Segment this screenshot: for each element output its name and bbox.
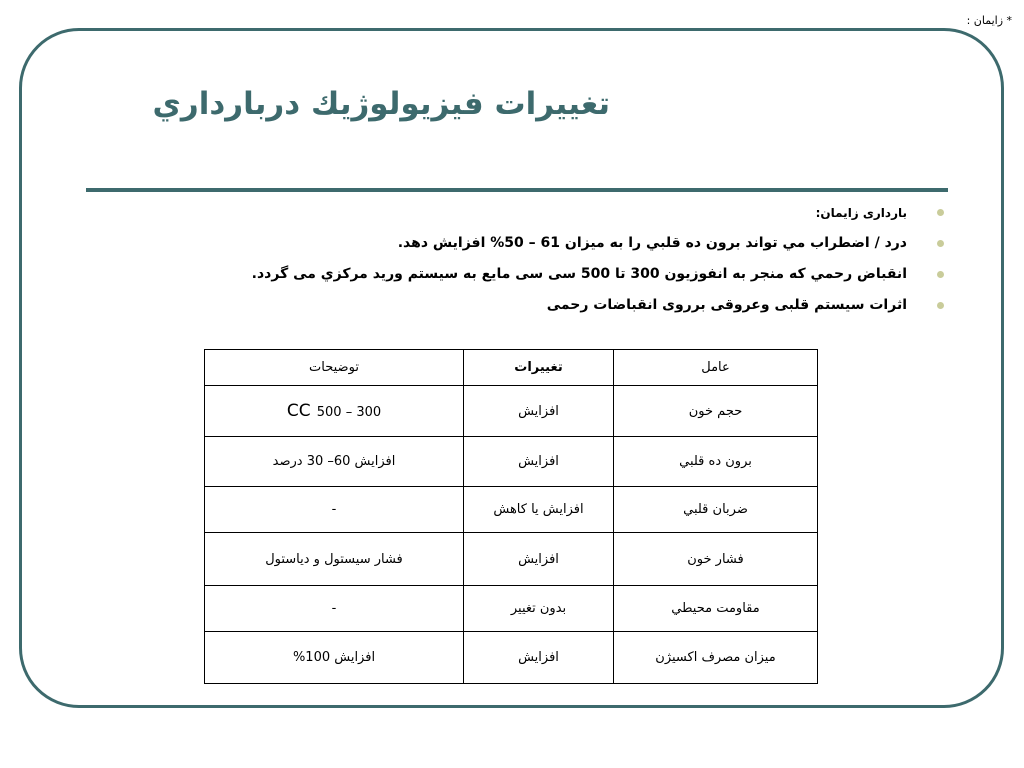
cell-factor: ضربان قلبي [614, 487, 818, 533]
slide-title: تغييرات فيزيولوژيك دربارداري [152, 86, 610, 122]
bullet-text: اثرات سیستم قلبی وعروقی برروی انقباضات رحمی [546, 297, 907, 313]
cell-notes-unit: CC [286, 401, 311, 421]
header-factor: عامل [614, 350, 818, 386]
bullet-item [280, 204, 947, 222]
bullet-item [251, 259, 947, 290]
cell-factor: میزان مصرف اکسیژن [614, 632, 818, 684]
bullet-list [251, 204, 947, 321]
bullet-icon [937, 302, 944, 309]
bullet-text: درد / اضطراب مي تواند برون ده قلبي را به ميزان 61 – 50% افزايش دهد. [397, 235, 907, 251]
cell-factor: حجم خون [614, 386, 818, 437]
cell-notes: - [205, 586, 464, 632]
cell-change: افزایش [464, 437, 614, 487]
bullet-icon [937, 271, 944, 278]
cell-notes [205, 386, 464, 437]
bullet-text: بارداری زایمان: [815, 206, 907, 220]
cell-factor: مقاومت محیطي [614, 586, 818, 632]
title-divider [86, 188, 948, 192]
table-row [205, 533, 818, 586]
cell-change: بدون تغییر [464, 586, 614, 632]
cell-notes: افزایش 100% [205, 632, 464, 684]
cell-change: افزایش [464, 632, 614, 684]
table-row [205, 586, 818, 632]
cell-change: افزایش [464, 386, 614, 437]
cell-change: افزایش [464, 533, 614, 586]
header-change: تغییرات [464, 350, 614, 386]
bullet-text: انقباض رحمي كه منجر به انفوزيون 300 تا 500 سی سی مایع به سیستم ورید مركزي می گردد. [251, 266, 907, 282]
table-row [205, 437, 818, 487]
cell-change: افزایش یا کاهش [464, 487, 614, 533]
table-header-row [205, 350, 818, 386]
cell-factor: برون ده قلبي [614, 437, 818, 487]
changes-table [204, 349, 818, 684]
bullet-icon [937, 240, 944, 247]
table-row [205, 487, 818, 533]
table-row [205, 386, 818, 437]
bullet-item [280, 290, 947, 321]
header-notes: توضیحات [205, 350, 464, 386]
cell-notes: - [205, 487, 464, 533]
cell-factor: فشار خون [614, 533, 818, 586]
cell-notes: افزایش 60– 30 درصد [205, 437, 464, 487]
cell-notes: فشار سیستول و دیاستول [205, 533, 464, 586]
corner-note: * زایمان : [966, 14, 1012, 27]
bullet-icon [937, 209, 944, 216]
cell-notes-value: 300 – 500 [316, 405, 382, 420]
table-row [205, 632, 818, 684]
bullet-item [280, 228, 947, 259]
